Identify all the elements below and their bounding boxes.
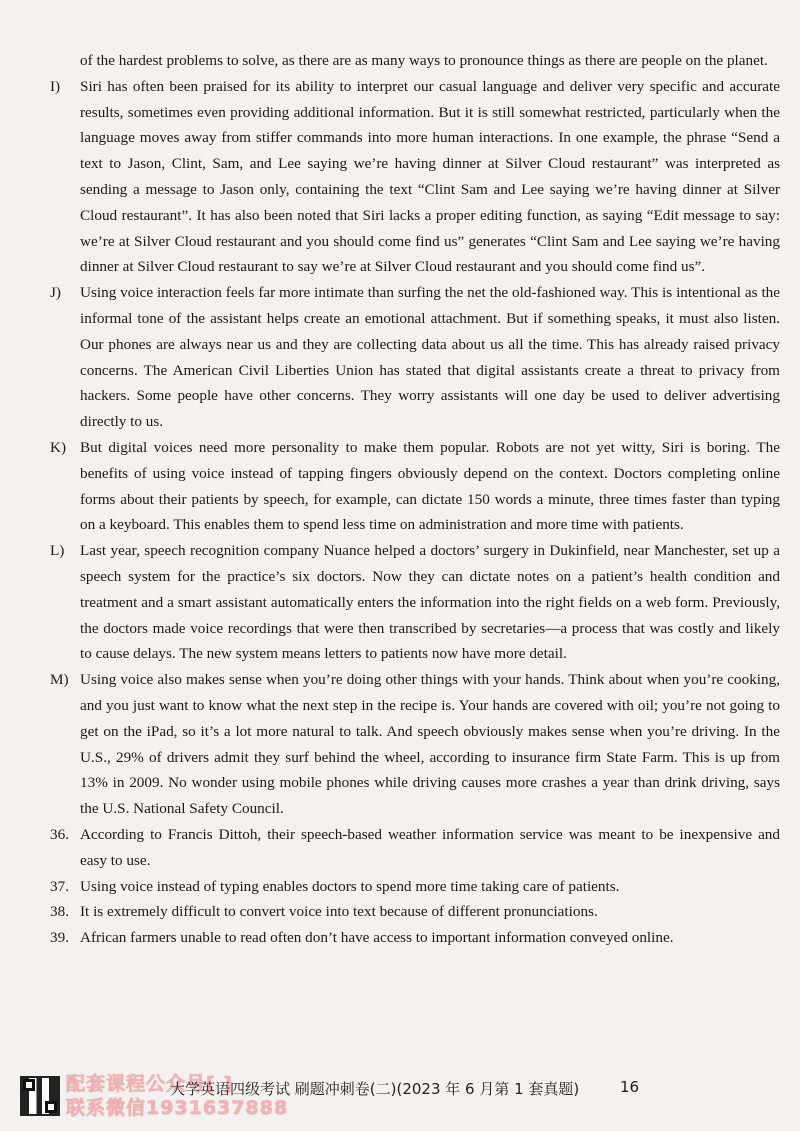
question-number: 37.: [50, 877, 69, 895]
paragraph-label: K): [50, 438, 67, 456]
page-footer: [0, 1068, 800, 1128]
question-number: 36.: [50, 825, 69, 843]
question-36: [50, 822, 780, 874]
question-39: [50, 925, 780, 951]
paragraph-text: Using voice interaction feels far more intimate than surfing the net the old-fashioned way. This is intentional as the informal tone of the assistant helps create an emotional attachment. But if something speaks, it must also listen. Our phones are always near us and they are collecting data about us all the time. This has already raised privacy concerns. The American Civil Liberties Union has stated that digital assistants create a threat to privacy from hackers. Some people have other concerns. They worry assistants will one day be used to deliver advertising directly to us.: [80, 284, 780, 431]
paragraph-label: J): [50, 284, 61, 302]
paragraph-m: [50, 667, 780, 822]
paragraph-text: Using voice also makes sense when you’re doing other things with your hands. Think about when you’re cooking, and you just want to know what the next step in the recipe is. Your hands are covered with oil; you’re not going to get on the iPad, so it’s a lot more natural to talk. And speech obviously makes sense when you’re driving. In the U.S., 29% of drivers admit they surf behind the wheel, according to insurance firm State Farm. This is up from 13% in 2009. No wonder using mobile phones while driving causes more crashes a year than drink driving, says the U.S. National Safety Council.: [80, 671, 780, 818]
document-body: [50, 48, 780, 951]
paragraph-j: [50, 280, 780, 435]
paragraph-label: I): [50, 77, 61, 95]
paragraph-label: L): [50, 542, 65, 560]
question-text: African farmers unable to read often don’t have access to important information conveyed online.: [80, 929, 674, 947]
qr-code-icon: [20, 1076, 60, 1116]
footer-title: 大学英语四级考试 刷题冲刺卷(二)(2023 年 6 月第 1 套真题): [170, 1080, 580, 1098]
question-38: [50, 899, 780, 925]
promo-line-1: 配套课程公众号[ ]: [66, 1073, 233, 1095]
question-text: According to Francis Dittoh, their speech-based weather information service was meant to be inexpensive and easy to use.: [80, 825, 780, 869]
page-number: 16: [620, 1078, 640, 1096]
paragraph-k: [50, 435, 780, 538]
question-37: [50, 874, 780, 900]
paragraph-text: But digital voices need more personality to make them popular. Robots are not yet witty, Siri is boring. The benefits of using voice instead of tapping fingers obviously depend on the context. Doctors completing online forms about their patients by speech, for example, can dictate 150 words a minute, three times faster than typing on a keyboard. This enables them to spend less time on administration and more time with patients.: [80, 438, 780, 534]
question-text: It is extremely difficult to convert voice into text because of different pronunciations.: [80, 903, 598, 921]
question-text: Using voice instead of typing enables doctors to spend more time taking care of patients.: [80, 877, 620, 895]
question-number: 39.: [50, 929, 69, 947]
paragraph-l: [50, 538, 780, 667]
paragraph-label: M): [50, 671, 69, 689]
continued-paragraph: of the hardest problems to solve, as there are as many ways to pronounce things as there are people on the planet.: [80, 52, 768, 69]
promo-line-2: 联系微信1931637888: [66, 1097, 289, 1119]
question-number: 38.: [50, 903, 69, 921]
paragraph-i: [50, 74, 780, 280]
paragraph-text: Last year, speech recognition company Nuance helped a doctors’ surgery in Dukinfield, near Manchester, set up a speech system for the practice’s six doctors. Now they can dictate notes on a patient’s health condition and treatment and a smart assistant automatically enters the information into the right fields on a web form. Previously, the doctors made voice recordings that were then transcribed by secretaries—a process that was costly and likely to cause delays. The new system means letters to patients now have more detail.: [80, 542, 780, 663]
paragraph-text: Siri has often been praised for its ability to interpret our casual language and deliver very specific and accurate results, sometimes even providing additional information. But it is still somewhat restricted, particularly when the language moves away from stiffer commands into more human interactions. In one example, the phrase “Send a text to Jason, Clint, Sam, and Lee saying we’re having dinner at Silver Cloud restaurant” was interpreted as sending a message to Jason only, containing the text “Clint Sam and Lee saying we’re having dinner at Silver Cloud restaurant”. It has also been noted that Siri lacks a proper editing function, as saying “Edit message to say: we’re at Silver Cloud restaurant and you should come find us” generates “Clint Sam and Lee saying we’re having dinner at Silver Cloud restaurant to say we’re at Silver Cloud restaurant and you should come find us”.: [80, 77, 780, 276]
